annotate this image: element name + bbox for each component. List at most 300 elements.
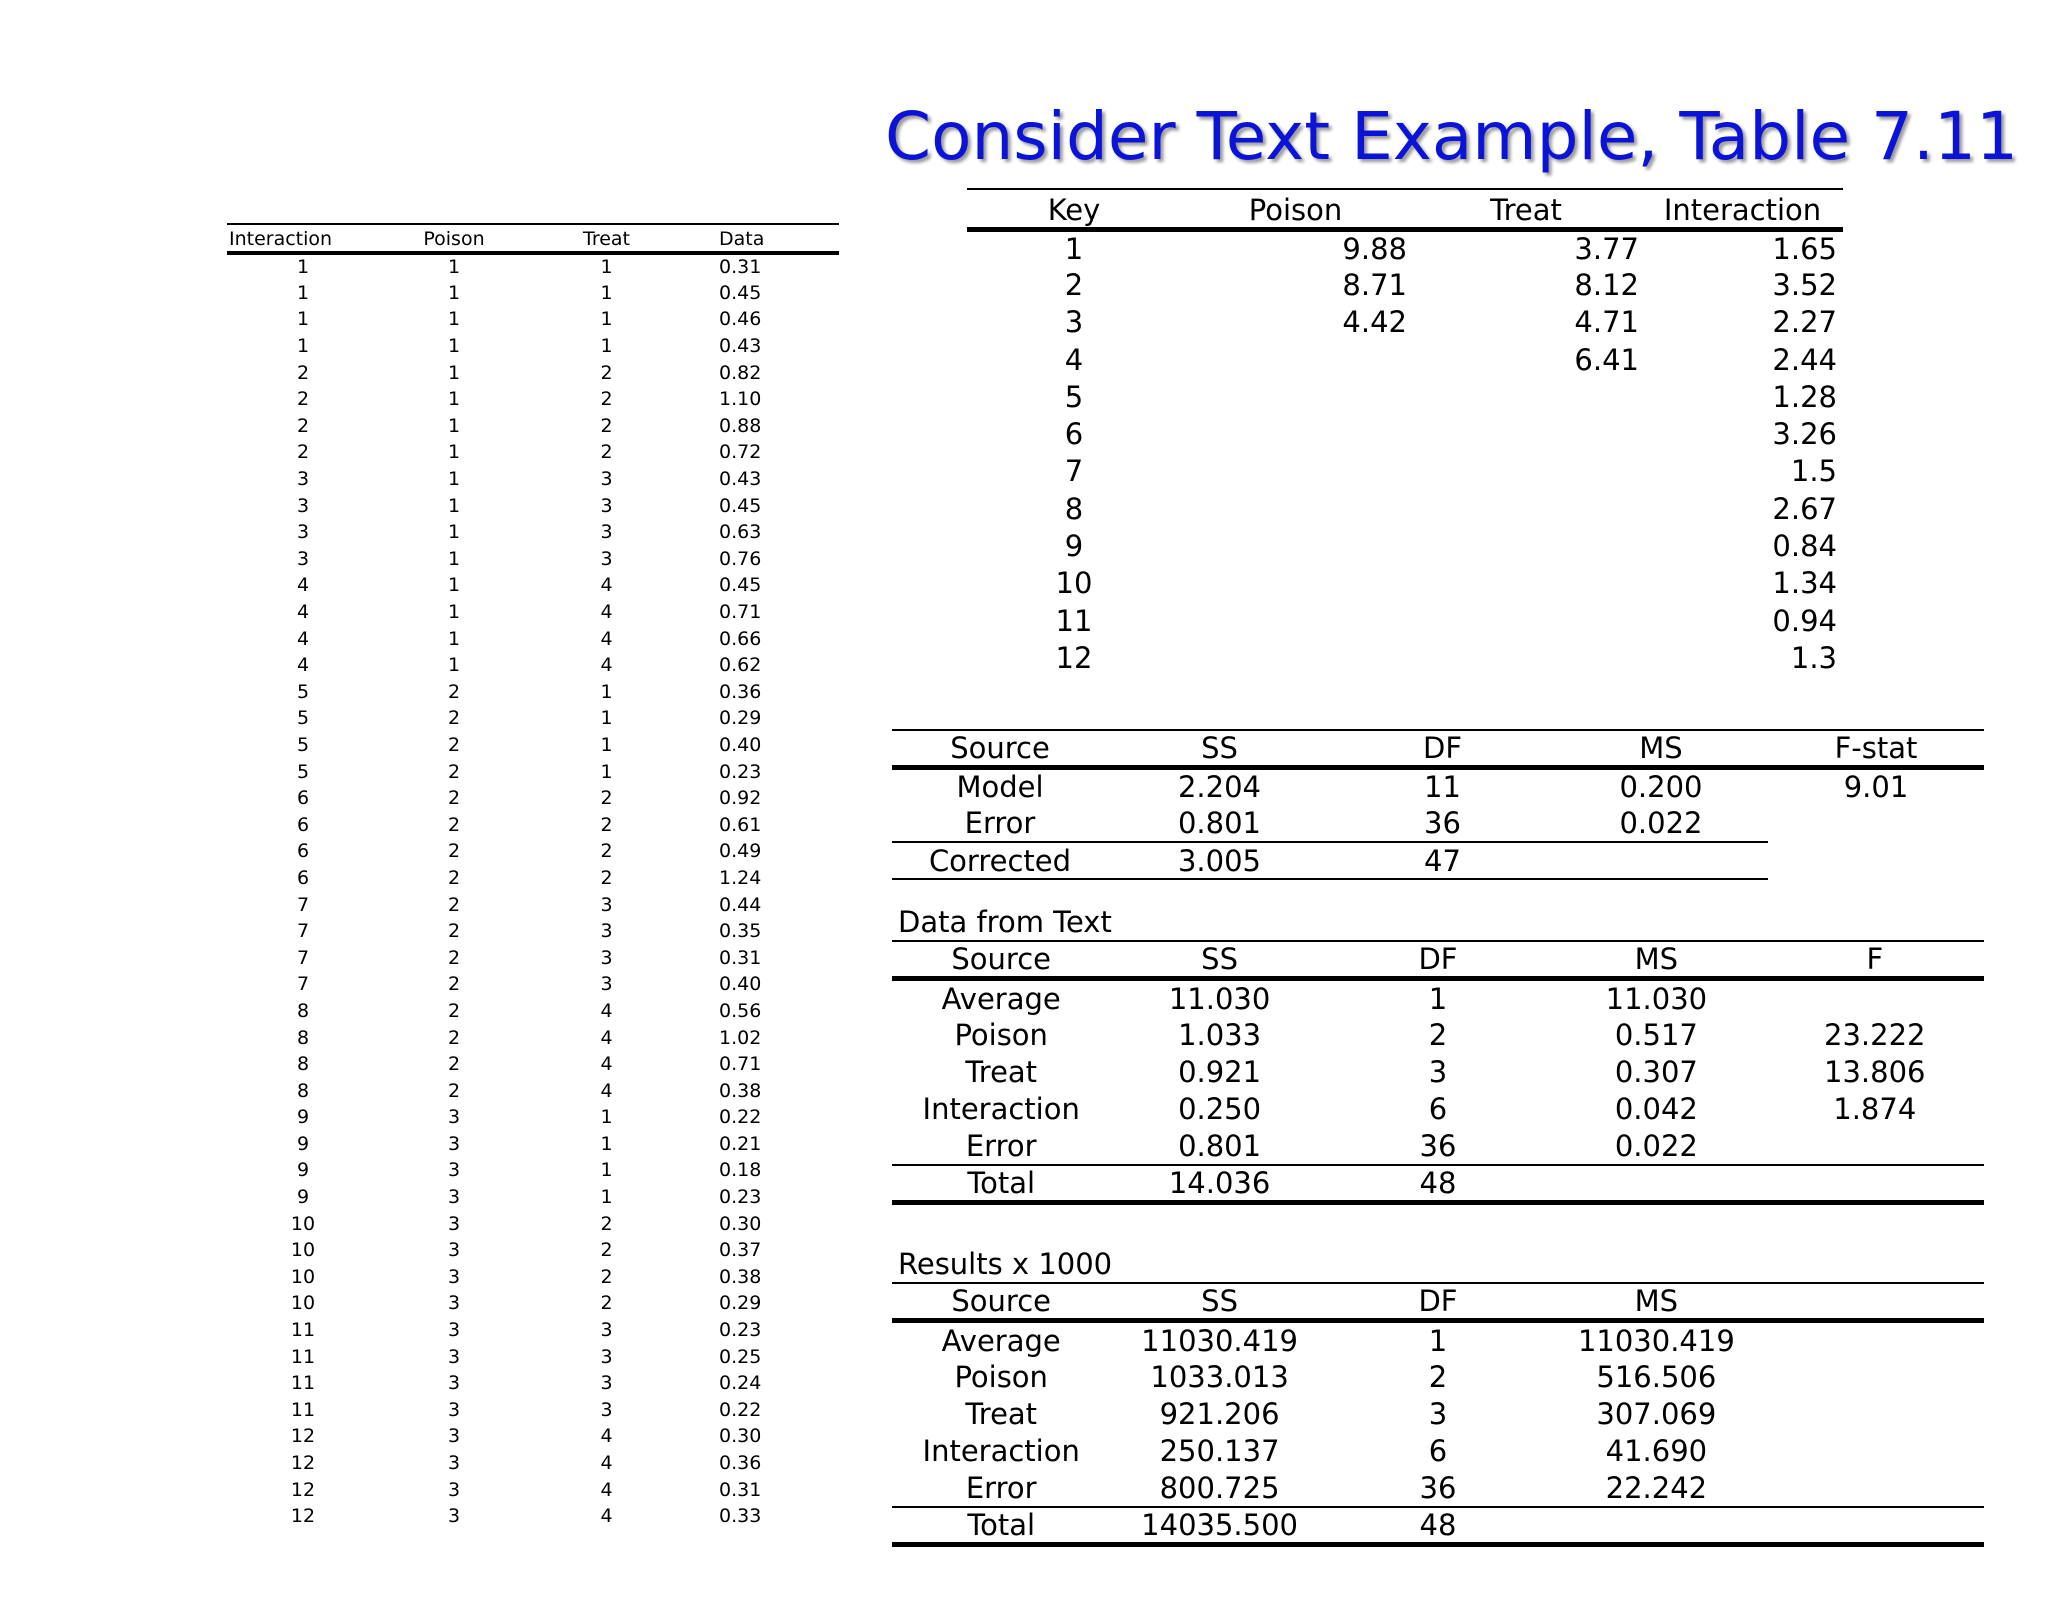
cell: 800.725 bbox=[1159, 1471, 1280, 1506]
table-row bbox=[227, 679, 839, 706]
cell: 1 bbox=[600, 733, 613, 756]
cell: 4.42 bbox=[1342, 305, 1407, 340]
cell: 1 bbox=[1064, 231, 1084, 266]
table-row bbox=[967, 229, 1843, 266]
cell: 3.77 bbox=[1574, 231, 1639, 266]
cell: 3 bbox=[296, 521, 310, 544]
cell: 3 bbox=[600, 1372, 613, 1395]
cell: Total bbox=[892, 1507, 1110, 1545]
table-row bbox=[967, 341, 1843, 378]
anova-model-header-source: Source bbox=[892, 730, 1108, 768]
cell: 2.204 bbox=[1177, 770, 1262, 805]
cell: 1.02 bbox=[719, 1026, 762, 1049]
cell: 6 bbox=[296, 813, 310, 836]
anova-model-row bbox=[892, 805, 1984, 842]
cell: 2 bbox=[447, 1026, 461, 1049]
anova-model-header-df: DF bbox=[1331, 730, 1554, 768]
cell: 3 bbox=[447, 1106, 461, 1129]
cell: 3 bbox=[600, 973, 613, 996]
cell: 0.22 bbox=[719, 1398, 762, 1421]
anova-model-header-ms: MS bbox=[1554, 730, 1768, 768]
cell bbox=[1410, 602, 1642, 639]
cell: 4.71 bbox=[1574, 305, 1639, 340]
key-table bbox=[967, 188, 1843, 677]
cell: 2 bbox=[600, 361, 613, 384]
cell: 4 bbox=[600, 1478, 613, 1501]
cell: 1 bbox=[447, 494, 461, 517]
cell: 6 bbox=[296, 866, 310, 889]
cell: 8 bbox=[296, 1026, 310, 1049]
cell: 1 bbox=[447, 414, 461, 437]
table-row bbox=[967, 453, 1843, 490]
cell: 0.36 bbox=[719, 680, 762, 703]
table-row bbox=[892, 1165, 1984, 1203]
cell: 1.5 bbox=[1790, 454, 1837, 489]
cell: 0.45 bbox=[719, 281, 762, 304]
cell: 11030.419 bbox=[1141, 1323, 1298, 1358]
key-header-row bbox=[967, 189, 1843, 229]
cell: 48 bbox=[1329, 1507, 1547, 1545]
cell: 1 bbox=[600, 760, 613, 783]
anova-results-header-df: DF bbox=[1329, 1283, 1547, 1321]
cell: 8 bbox=[296, 1053, 310, 1076]
cell: Treat bbox=[965, 1055, 1038, 1090]
table-row bbox=[227, 1476, 839, 1503]
cell: 1 bbox=[600, 308, 613, 331]
cell: 2 bbox=[447, 893, 461, 916]
cell: 0.18 bbox=[719, 1159, 762, 1182]
cell: 3 bbox=[447, 1398, 461, 1421]
cell: 921.206 bbox=[1159, 1397, 1280, 1432]
cell: 5 bbox=[296, 707, 310, 730]
cell: 307.069 bbox=[1596, 1397, 1717, 1432]
cell: 11 bbox=[1424, 770, 1461, 805]
cell: 12 bbox=[290, 1505, 316, 1528]
cell: 11.030 bbox=[1605, 981, 1708, 1016]
table-row bbox=[227, 546, 839, 573]
cell: 1.10 bbox=[719, 388, 762, 411]
cell: 0.72 bbox=[719, 441, 762, 464]
table-row bbox=[227, 1450, 839, 1477]
table-row bbox=[227, 705, 839, 732]
cell: 0.29 bbox=[719, 707, 762, 730]
cell: 0.40 bbox=[719, 733, 762, 756]
cell: 8 bbox=[1064, 491, 1084, 526]
cell: 1 bbox=[447, 361, 461, 384]
table-row bbox=[227, 1104, 839, 1131]
cell: Error bbox=[964, 805, 1036, 840]
table-row bbox=[227, 280, 839, 307]
anova-results-header-blank bbox=[1766, 1283, 1984, 1321]
cell: 41.690 bbox=[1605, 1434, 1708, 1469]
cell: 10 bbox=[290, 1292, 316, 1315]
cell: 3 bbox=[447, 1319, 461, 1342]
cell: Average bbox=[941, 981, 1061, 1016]
cell: 3 bbox=[296, 547, 310, 570]
cell: 1 bbox=[447, 335, 461, 358]
anova-text-header-ss: SS bbox=[1110, 941, 1328, 979]
cell: 1033.013 bbox=[1150, 1359, 1289, 1394]
table-row bbox=[227, 599, 839, 626]
raw-data-table bbox=[227, 223, 839, 1530]
cell: 11 bbox=[290, 1398, 316, 1421]
cell: 4 bbox=[296, 627, 310, 650]
table-row bbox=[227, 918, 839, 945]
cell: 2 bbox=[447, 707, 461, 730]
cell: 1 bbox=[447, 547, 461, 570]
cell: 0.71 bbox=[719, 1053, 762, 1076]
cell: 13.806 bbox=[1824, 1055, 1926, 1090]
cell bbox=[1768, 842, 1984, 879]
cell: 10 bbox=[290, 1265, 316, 1288]
anova-text-header-f: F bbox=[1766, 941, 1984, 979]
table-row bbox=[967, 266, 1843, 303]
cell: 6 bbox=[296, 840, 310, 863]
cell bbox=[1766, 1470, 1984, 1507]
cell: 0.56 bbox=[719, 999, 762, 1022]
header-treat: Treat bbox=[529, 224, 684, 253]
cell: 3 bbox=[447, 1372, 461, 1395]
cell: 0.250 bbox=[1178, 1092, 1262, 1127]
table-row bbox=[227, 1237, 839, 1264]
cell: 9.01 bbox=[1843, 770, 1909, 805]
cell: 4 bbox=[600, 1425, 613, 1448]
cell: 3.52 bbox=[1772, 267, 1837, 302]
cell: 22.242 bbox=[1605, 1471, 1708, 1506]
cell bbox=[1410, 453, 1642, 490]
cell: 1 bbox=[296, 308, 310, 331]
cell: 0.66 bbox=[719, 627, 762, 650]
cell: Total bbox=[892, 1165, 1110, 1203]
cell bbox=[1547, 1507, 1765, 1545]
cell: 5 bbox=[296, 733, 310, 756]
cell: 1 bbox=[1428, 1323, 1448, 1358]
table-row bbox=[967, 304, 1843, 341]
anova-model-row bbox=[892, 768, 1984, 805]
table-row bbox=[227, 758, 839, 785]
key-header-interaction: Interaction bbox=[1642, 189, 1843, 229]
anova-model-table bbox=[892, 729, 1984, 880]
cell: 3 bbox=[600, 547, 613, 570]
cell: 0.022 bbox=[1614, 1129, 1698, 1164]
key-header-key: Key bbox=[967, 189, 1181, 229]
cell: 11 bbox=[290, 1345, 316, 1368]
cell: 2 bbox=[600, 787, 613, 810]
cell: 3 bbox=[600, 920, 613, 943]
cell: 2 bbox=[296, 414, 310, 437]
cell: 1 bbox=[447, 601, 461, 624]
cell bbox=[1766, 979, 1984, 1016]
cell: 0.76 bbox=[719, 547, 762, 570]
cell: Average bbox=[941, 1323, 1061, 1358]
cell: 2.67 bbox=[1772, 491, 1837, 526]
table-row bbox=[227, 386, 839, 413]
cell: 1 bbox=[447, 256, 461, 279]
cell: 1 bbox=[600, 281, 613, 304]
cell: 3 bbox=[447, 1212, 461, 1235]
anova-model-header-fstat: F-stat bbox=[1768, 730, 1984, 768]
cell bbox=[1410, 490, 1642, 527]
cell: 4 bbox=[1064, 342, 1084, 377]
cell: 1.3 bbox=[1790, 640, 1837, 675]
cell: 2 bbox=[1428, 1359, 1448, 1394]
anova-text-header-df: DF bbox=[1329, 941, 1547, 979]
cell: 8 bbox=[296, 1079, 310, 1102]
cell: 0.30 bbox=[719, 1425, 762, 1448]
table-row bbox=[892, 979, 1984, 1016]
cell: 2 bbox=[447, 946, 461, 969]
anova-text-header-ms: MS bbox=[1547, 941, 1765, 979]
cell bbox=[1181, 527, 1410, 564]
cell: 1 bbox=[600, 256, 613, 279]
cell: 7 bbox=[296, 920, 310, 943]
table-row bbox=[892, 1470, 1984, 1507]
cell: 1 bbox=[600, 1186, 613, 1209]
cell: 0.801 bbox=[1178, 1129, 1262, 1164]
cell: 0.022 bbox=[1619, 805, 1703, 840]
cell: 3 bbox=[447, 1265, 461, 1288]
anova-text-header-row bbox=[892, 941, 1984, 979]
cell bbox=[1766, 1433, 1984, 1470]
cell: 2 bbox=[296, 441, 310, 464]
cell: 3 bbox=[447, 1292, 461, 1315]
cell: 3 bbox=[600, 494, 613, 517]
cell: 2 bbox=[447, 760, 461, 783]
anova-model-header-ss: SS bbox=[1108, 730, 1331, 768]
cell: 12 bbox=[290, 1452, 316, 1475]
cell: 3 bbox=[600, 946, 613, 969]
cell: 11.030 bbox=[1168, 981, 1271, 1016]
table-row bbox=[227, 333, 839, 360]
cell: 4 bbox=[600, 1053, 613, 1076]
cell: 2 bbox=[447, 1053, 461, 1076]
table-row bbox=[227, 811, 839, 838]
cell: 2 bbox=[447, 840, 461, 863]
cell bbox=[1766, 1165, 1984, 1203]
cell: 250.137 bbox=[1159, 1434, 1280, 1469]
cell: 3.26 bbox=[1772, 417, 1837, 452]
cell: 3 bbox=[447, 1159, 461, 1182]
cell bbox=[1410, 378, 1642, 415]
cell: 2 bbox=[600, 1292, 613, 1315]
cell: 2 bbox=[447, 973, 461, 996]
cell: 0.29 bbox=[719, 1292, 762, 1315]
cell: 5 bbox=[296, 680, 310, 703]
table-row bbox=[967, 565, 1843, 602]
cell: 0.38 bbox=[719, 1079, 762, 1102]
cell: Poison bbox=[954, 1017, 1048, 1052]
cell: 4 bbox=[600, 574, 613, 597]
cell: 4 bbox=[600, 1452, 613, 1475]
cell: 3 bbox=[600, 468, 613, 491]
cell: 1 bbox=[447, 468, 461, 491]
cell: 516.506 bbox=[1596, 1359, 1717, 1394]
cell: 0.21 bbox=[719, 1132, 762, 1155]
table-row bbox=[227, 1210, 839, 1237]
cell: 0.45 bbox=[719, 574, 762, 597]
cell: 5 bbox=[1064, 379, 1084, 414]
cell: 4 bbox=[600, 601, 613, 624]
cell: 4 bbox=[296, 601, 310, 624]
cell: 3 bbox=[296, 494, 310, 517]
cell: 9 bbox=[296, 1132, 310, 1155]
cell: 3 bbox=[447, 1186, 461, 1209]
cell: 6 bbox=[1064, 417, 1084, 452]
cell: 0.801 bbox=[1177, 805, 1262, 840]
cell: 0.49 bbox=[719, 840, 762, 863]
cell bbox=[1766, 1507, 1984, 1545]
cell: Treat bbox=[965, 1397, 1038, 1432]
cell: 0.23 bbox=[719, 1186, 762, 1209]
anova-results-header-ss: SS bbox=[1110, 1283, 1328, 1321]
cell: 0.92 bbox=[719, 787, 762, 810]
cell: 36 bbox=[1424, 805, 1461, 840]
cell: 0.43 bbox=[719, 335, 762, 358]
cell: 0.042 bbox=[1614, 1092, 1698, 1127]
cell: 2.27 bbox=[1772, 305, 1837, 340]
table-row bbox=[892, 1321, 1984, 1358]
cell: 0.30 bbox=[719, 1212, 762, 1235]
cell bbox=[1547, 1165, 1765, 1203]
cell: 5 bbox=[296, 760, 310, 783]
cell: 10 bbox=[290, 1239, 316, 1262]
cell: 0.36 bbox=[719, 1452, 762, 1475]
cell: 47 bbox=[1331, 842, 1554, 879]
cell: 2 bbox=[447, 733, 461, 756]
cell: Poison bbox=[954, 1359, 1048, 1394]
table-row bbox=[227, 1397, 839, 1424]
anova-results-label-row bbox=[892, 1246, 1984, 1283]
table-row bbox=[227, 466, 839, 493]
anova-text-header-source: Source bbox=[892, 941, 1110, 979]
cell: 3 bbox=[447, 1425, 461, 1448]
cell: 0.200 bbox=[1619, 770, 1703, 805]
table-row bbox=[227, 1131, 839, 1158]
cell: 0.71 bbox=[719, 601, 762, 624]
cell: 1 bbox=[296, 256, 310, 279]
cell: 1.874 bbox=[1833, 1092, 1917, 1127]
cell: 2 bbox=[600, 1212, 613, 1235]
cell: 7 bbox=[296, 973, 310, 996]
cell: 1.033 bbox=[1178, 1017, 1262, 1052]
cell: 2 bbox=[600, 866, 613, 889]
cell: 0.45 bbox=[719, 494, 762, 517]
cell bbox=[1410, 565, 1642, 602]
table-row bbox=[892, 1507, 1984, 1545]
anova-text-label-row bbox=[892, 904, 1984, 941]
cell: 12 bbox=[1055, 640, 1093, 675]
cell: 3 bbox=[296, 468, 310, 491]
cell: 6 bbox=[1428, 1092, 1448, 1127]
header-interaction: Interaction bbox=[227, 224, 379, 253]
cell: 0.35 bbox=[719, 920, 762, 943]
table-row bbox=[892, 1053, 1984, 1090]
cell: 2 bbox=[447, 1079, 461, 1102]
cell: 2 bbox=[296, 361, 310, 384]
cell: 0.921 bbox=[1178, 1055, 1262, 1090]
cell: 9 bbox=[1064, 529, 1084, 564]
anova-text-label: Data from Text bbox=[898, 905, 1112, 940]
table-row bbox=[227, 732, 839, 759]
table-row bbox=[227, 944, 839, 971]
table-row bbox=[227, 1503, 839, 1530]
cell: 11 bbox=[290, 1319, 316, 1342]
cell: 2 bbox=[600, 1239, 613, 1262]
anova-results-header-source: Source bbox=[892, 1283, 1110, 1321]
cell: 7 bbox=[1064, 454, 1084, 489]
cell: 9.88 bbox=[1342, 231, 1407, 266]
anova-results-label: Results x 1000 bbox=[898, 1247, 1113, 1282]
cell: 1 bbox=[296, 281, 310, 304]
cell: 0.33 bbox=[719, 1505, 762, 1528]
cell: 1 bbox=[600, 1106, 613, 1129]
cell: 0.37 bbox=[719, 1239, 762, 1262]
cell: 1.28 bbox=[1772, 379, 1837, 414]
cell: Error bbox=[965, 1129, 1037, 1164]
cell: 36 bbox=[1419, 1471, 1457, 1506]
cell: 4 bbox=[600, 1079, 613, 1102]
cell: 12 bbox=[290, 1425, 316, 1448]
anova-results-header-ms: MS bbox=[1547, 1283, 1765, 1321]
cell: 7 bbox=[296, 946, 310, 969]
cell: 0.31 bbox=[719, 1478, 762, 1501]
table-row bbox=[227, 1157, 839, 1184]
cell: 2 bbox=[447, 680, 461, 703]
cell bbox=[1766, 1395, 1984, 1432]
anova-results-table bbox=[892, 1246, 1984, 1547]
cell: 0.22 bbox=[719, 1106, 762, 1129]
cell: 0.88 bbox=[719, 414, 762, 437]
cell: 0.94 bbox=[1772, 603, 1837, 638]
cell: 1 bbox=[600, 707, 613, 730]
cell bbox=[1410, 527, 1642, 564]
cell: 2 bbox=[1428, 1017, 1448, 1052]
cell: 1 bbox=[600, 1132, 613, 1155]
cell: 3 bbox=[1428, 1055, 1448, 1090]
cell: 6.41 bbox=[1574, 342, 1639, 377]
table-row bbox=[227, 971, 839, 998]
cell bbox=[1410, 639, 1642, 676]
table-row bbox=[227, 1264, 839, 1291]
cell bbox=[1181, 602, 1410, 639]
cell: 0.517 bbox=[1614, 1017, 1698, 1052]
cell: 9 bbox=[296, 1159, 310, 1182]
page-title: Consider Text Example, Table 7.11 bbox=[885, 98, 2018, 175]
key-header-treat: Treat bbox=[1410, 189, 1642, 229]
cell: 0.40 bbox=[719, 973, 762, 996]
table-row bbox=[227, 1343, 839, 1370]
cell: 3 bbox=[447, 1452, 461, 1475]
cell: 4 bbox=[600, 627, 613, 650]
cell: 3 bbox=[600, 893, 613, 916]
cell: 2 bbox=[600, 414, 613, 437]
cell bbox=[1766, 1321, 1984, 1358]
cell: 1 bbox=[447, 654, 461, 677]
cell: 3 bbox=[600, 1319, 613, 1342]
cell: 2.44 bbox=[1772, 342, 1837, 377]
cell: 2 bbox=[600, 1265, 613, 1288]
cell: 2 bbox=[447, 999, 461, 1022]
cell: 2 bbox=[600, 388, 613, 411]
cell: 36 bbox=[1419, 1129, 1457, 1164]
cell: 2 bbox=[600, 840, 613, 863]
cell: 1 bbox=[296, 335, 310, 358]
cell: 0.46 bbox=[719, 308, 762, 331]
cell: 14.036 bbox=[1110, 1165, 1328, 1203]
cell: 3 bbox=[1428, 1397, 1448, 1432]
cell: 0.25 bbox=[719, 1345, 762, 1368]
cell bbox=[1181, 453, 1410, 490]
